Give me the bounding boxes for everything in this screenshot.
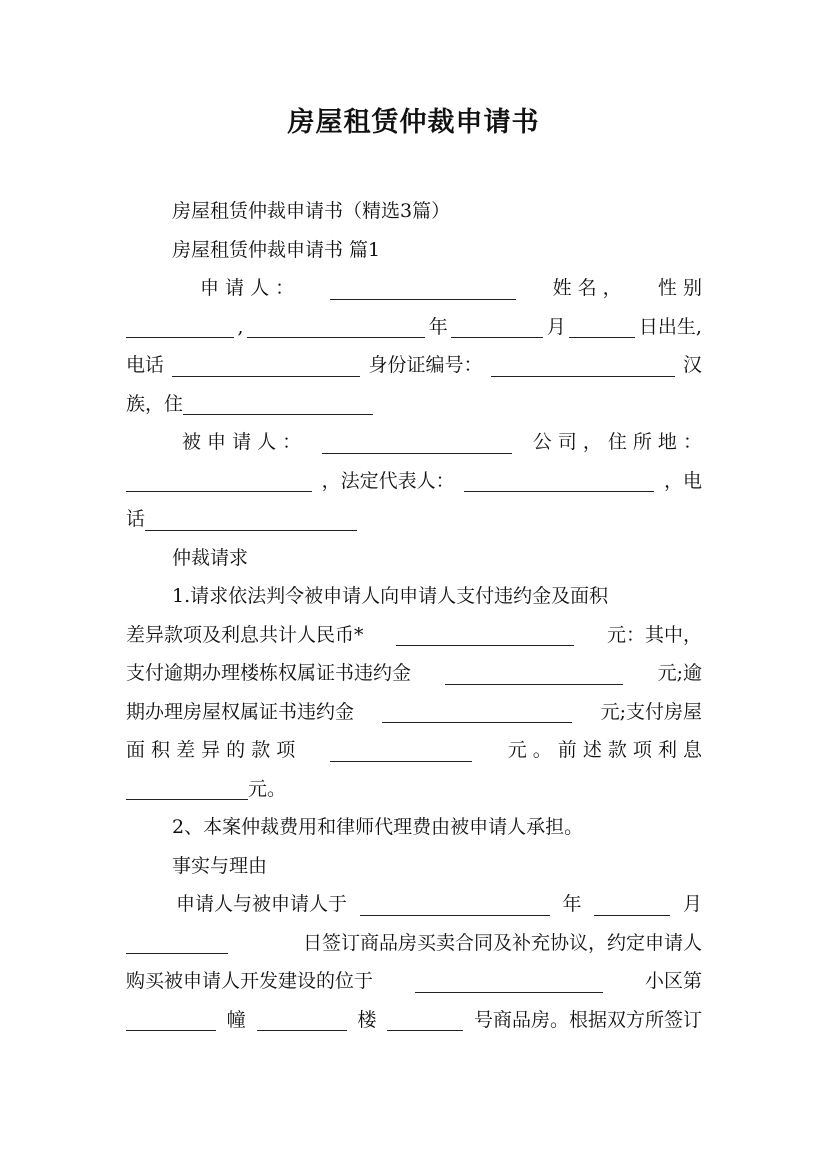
born-label: 日出生, xyxy=(638,315,702,338)
birth-month-blank xyxy=(451,319,543,338)
request1-text-4a: 期办理房屋权属证书违约金 xyxy=(126,700,355,723)
subtitle: 房屋租赁仲裁申请书（精选3篇） xyxy=(172,200,451,222)
name-label: 姓 名 ， xyxy=(552,277,622,299)
house-penalty-blank xyxy=(382,704,572,723)
facts-text-3b: 小区第 xyxy=(644,970,702,992)
legal-rep-blank xyxy=(464,473,654,492)
comma: , xyxy=(237,315,244,338)
applicant-line-3 xyxy=(126,346,702,385)
facts-line-1 xyxy=(126,885,702,924)
respondent-label: 被 申 请 人 ： xyxy=(182,431,302,453)
document-body xyxy=(126,192,702,1039)
birth-day-blank xyxy=(569,319,635,338)
respondent-phone-suffix: ，电 xyxy=(663,469,702,492)
year-label: 年 xyxy=(428,315,448,338)
request1-line-3 xyxy=(126,654,702,693)
area-difference-blank xyxy=(330,743,472,762)
month-label: 月 xyxy=(546,315,566,338)
request1-text-2b: 元：其中， xyxy=(606,623,702,646)
address-blank xyxy=(183,396,373,415)
applicant-line-4 xyxy=(126,385,702,424)
article-heading-line xyxy=(126,231,702,270)
community-blank xyxy=(415,974,603,993)
document-title: 房屋租赁仲裁申请书 xyxy=(287,107,540,138)
respondent-blank xyxy=(322,435,512,454)
requests-heading: 仲裁请求 xyxy=(172,546,249,569)
request1-text-4b: 元;支付房屋 xyxy=(600,700,702,723)
request1-line-4 xyxy=(126,693,702,732)
respondent-phone-prefix: 话 xyxy=(126,508,146,530)
building-number-blank xyxy=(126,1012,216,1031)
request1-text-1: 1.请求依法判令被申请人向申请人支付违约金及面积 xyxy=(172,585,609,607)
request2-line xyxy=(126,808,702,847)
request1-line-1 xyxy=(126,577,702,616)
request2-text: 2、本案仲裁费用和律师代理费由被申请人承担。 xyxy=(172,816,584,838)
residence-blank xyxy=(126,473,312,492)
request1-text-6: 元。 xyxy=(248,777,287,800)
signing-month-blank xyxy=(594,897,670,916)
facts-floor-label: 楼 xyxy=(357,1008,377,1031)
request1-text-2a: 差异款项及利息共计人民币* xyxy=(126,623,364,646)
floor-blank xyxy=(257,1012,347,1031)
facts-building-label: 幢 xyxy=(226,1008,246,1031)
phone-label: 电话 xyxy=(126,354,165,376)
requests-heading-line xyxy=(126,539,702,578)
respondent-line-3 xyxy=(126,500,702,539)
total-amount-blank xyxy=(396,627,574,646)
facts-text-3a: 购买被申请人开发建设的位于 xyxy=(126,970,374,992)
request1-line-2 xyxy=(126,616,702,655)
facts-heading: 事实与理由 xyxy=(172,854,268,877)
respondent-phone-blank xyxy=(145,512,357,531)
facts-line-2 xyxy=(126,924,702,963)
signing-day-blank xyxy=(126,935,228,954)
facts-text-4c: 号商品房。根据双方所签订 xyxy=(473,1008,702,1031)
applicant-line-2 xyxy=(126,308,702,347)
respondent-line-2 xyxy=(126,462,702,501)
request1-line-5 xyxy=(126,731,702,770)
article-heading: 房屋租赁仲裁申请书 篇1 xyxy=(172,238,381,261)
unit-number-blank xyxy=(387,1012,463,1031)
request1-text-3a: 支付逾期办理楼栋权属证书违约金 xyxy=(126,662,412,684)
facts-text-1a: 申请人与被申请人于 xyxy=(176,893,348,915)
ethnic-address-label: 族，住 xyxy=(126,392,184,415)
request1-text-5a: 面 积 差 异 的 款 项 xyxy=(126,739,296,761)
id-label: 身份证编号： xyxy=(368,354,483,376)
facts-text-2: 日签订商品房买卖合同及补充协议，约定申请人 xyxy=(302,931,702,954)
facts-year-label: 年 xyxy=(562,893,582,915)
interest-blank xyxy=(126,781,248,800)
subtitle-line xyxy=(126,192,702,231)
company-label: 公 司 ， 住 所 地 ： xyxy=(532,431,702,453)
facts-heading-line xyxy=(126,847,702,886)
applicant-label: 申 请 人 ： xyxy=(200,277,295,299)
building-penalty-blank xyxy=(445,666,623,685)
request1-line-6 xyxy=(126,770,702,809)
facts-line-4 xyxy=(126,1001,702,1040)
birth-year-blank xyxy=(247,319,425,338)
applicant-blank xyxy=(330,281,516,300)
id-blank xyxy=(491,358,675,377)
ethnic-label: 汉 xyxy=(682,354,702,376)
phone-blank xyxy=(172,358,360,377)
respondent-line-1 xyxy=(126,423,702,462)
gender-label: 性 别 xyxy=(657,277,702,299)
gender-blank xyxy=(126,319,234,338)
facts-month-label: 月 xyxy=(682,893,702,915)
signing-year-blank xyxy=(360,897,550,916)
applicant-line-1 xyxy=(126,269,702,308)
request1-text-3b: 元;逾 xyxy=(657,662,702,684)
facts-line-3 xyxy=(126,962,702,1001)
legal-rep-label: ，法定代表人： xyxy=(321,469,455,492)
request1-text-5b: 元 。 前 述 款 项 利 息 xyxy=(507,739,702,761)
